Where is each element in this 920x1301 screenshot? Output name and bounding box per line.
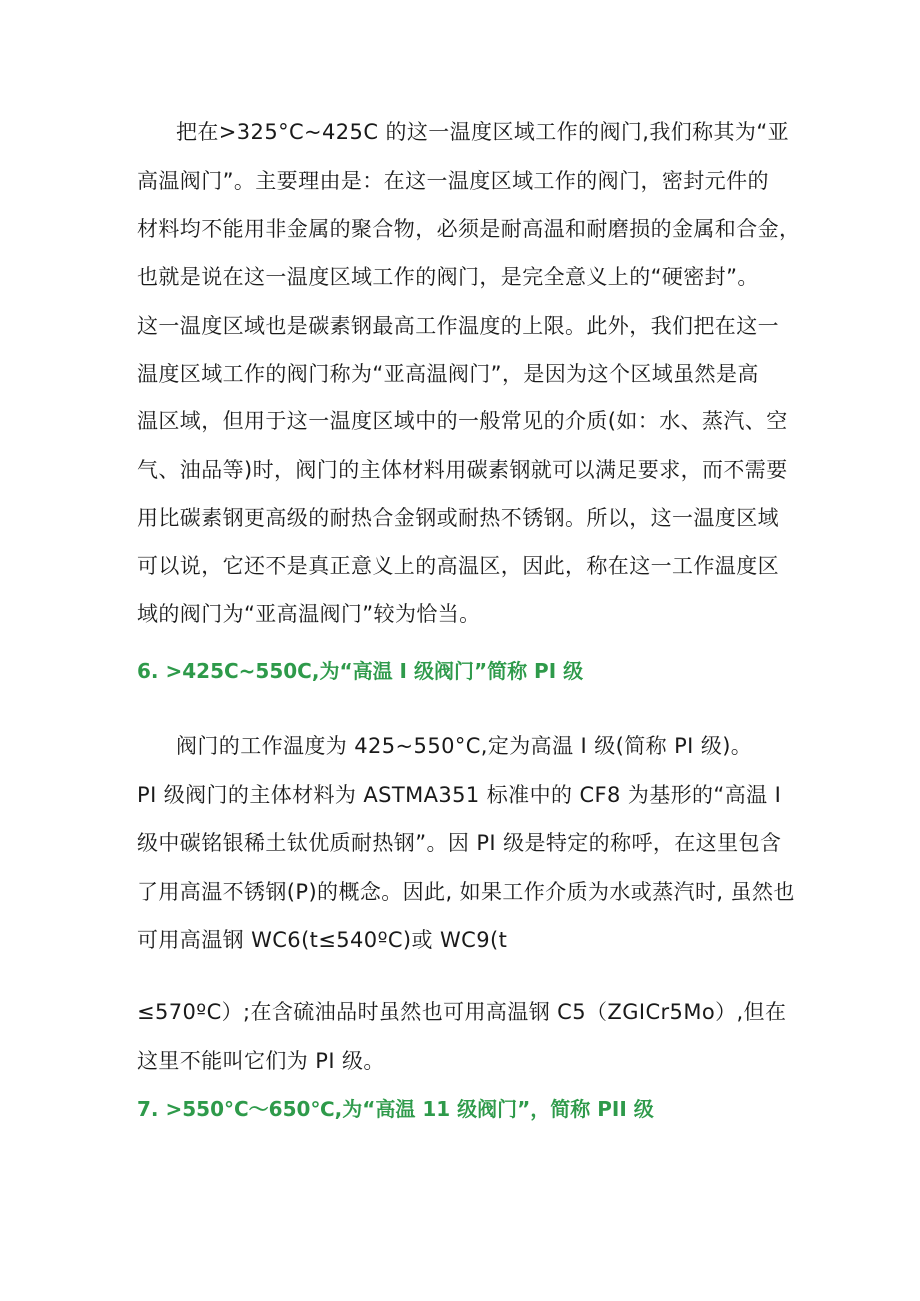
paragraph-line: 气、油品等)时，阀门的主体材料用碳素钢就可以满足要求，而不需要 [137, 458, 788, 482]
paragraph-line: 可以说，它还不是真正意义上的高温区，因此，称在这一工作温度区 [137, 554, 779, 578]
paragraph-line: 阀门的工作温度为 425~550°C,定为高温 I 级(简称 PI 级)。 [176, 734, 753, 758]
paragraph-line: 这里不能叫它们为 PI 级。 [137, 1049, 385, 1073]
paragraph-line: 也就是说在这一温度区域工作的阀门，是完全意义上的“硬密封”。 [137, 265, 759, 289]
paragraph-line: 材料均不能用非金属的聚合物，必须是耐高温和耐磨损的金属和合金， [137, 217, 801, 241]
paragraph-line: ≤570ºC）;在含硫油品时虽然也可用高温钢 C5（ZGICr5Mo）,但在 [137, 1000, 787, 1024]
paragraph-line: 级中碳铭银稀土钛优质耐热钢”。因 PI 级是特定的称呼，在这里包含 [137, 831, 782, 855]
paragraph-line: 域的阀门为“亚高温阀门”较为恰当。 [137, 602, 481, 626]
paragraph-line: 把在>325°C~425C 的这一温度区域工作的阀门,我们称其为“亚 [176, 120, 790, 144]
paragraph-line: 用比碳素钢更高级的耐热合金钢或耐热不锈钢。所以，这一温度区域 [137, 506, 779, 530]
paragraph-line: 了用高温不锈钢(P)的概念。因此, 如果工作介质为水或蒸汽时, 虽然也 [137, 880, 795, 904]
paragraph-line: 可用高温钢 WC6(t≤540ºC)或 WC9(t [137, 928, 508, 952]
section-heading-6: 6. >425C~550C,为“高温 I 级阀门”简称 PI 级 [137, 659, 584, 683]
paragraph-line: 温区域，但用于这一温度区域中的一般常见的介质(如：水、蒸汽、空 [137, 409, 788, 433]
paragraph-line: 高温阀门”。主要理由是：在这一温度区域工作的阀门，密封元件的 [137, 169, 769, 193]
paragraph-line: PI 级阀门的主体材料为 ASTMA351 标准中的 CF8 为基形的“高温 I [137, 783, 782, 807]
paragraph-line: 温度区域工作的阀门称为“亚高温阀门”，是因为这个区域虽然是高 [137, 362, 759, 386]
paragraph-line: 这一温度区域也是碳素钢最高工作温度的上限。此外，我们把在这一 [137, 314, 779, 338]
section-heading-7: 7. >550°C～650℃,为“高温 11 级阀门”，简称 PII 级 [137, 1097, 654, 1121]
